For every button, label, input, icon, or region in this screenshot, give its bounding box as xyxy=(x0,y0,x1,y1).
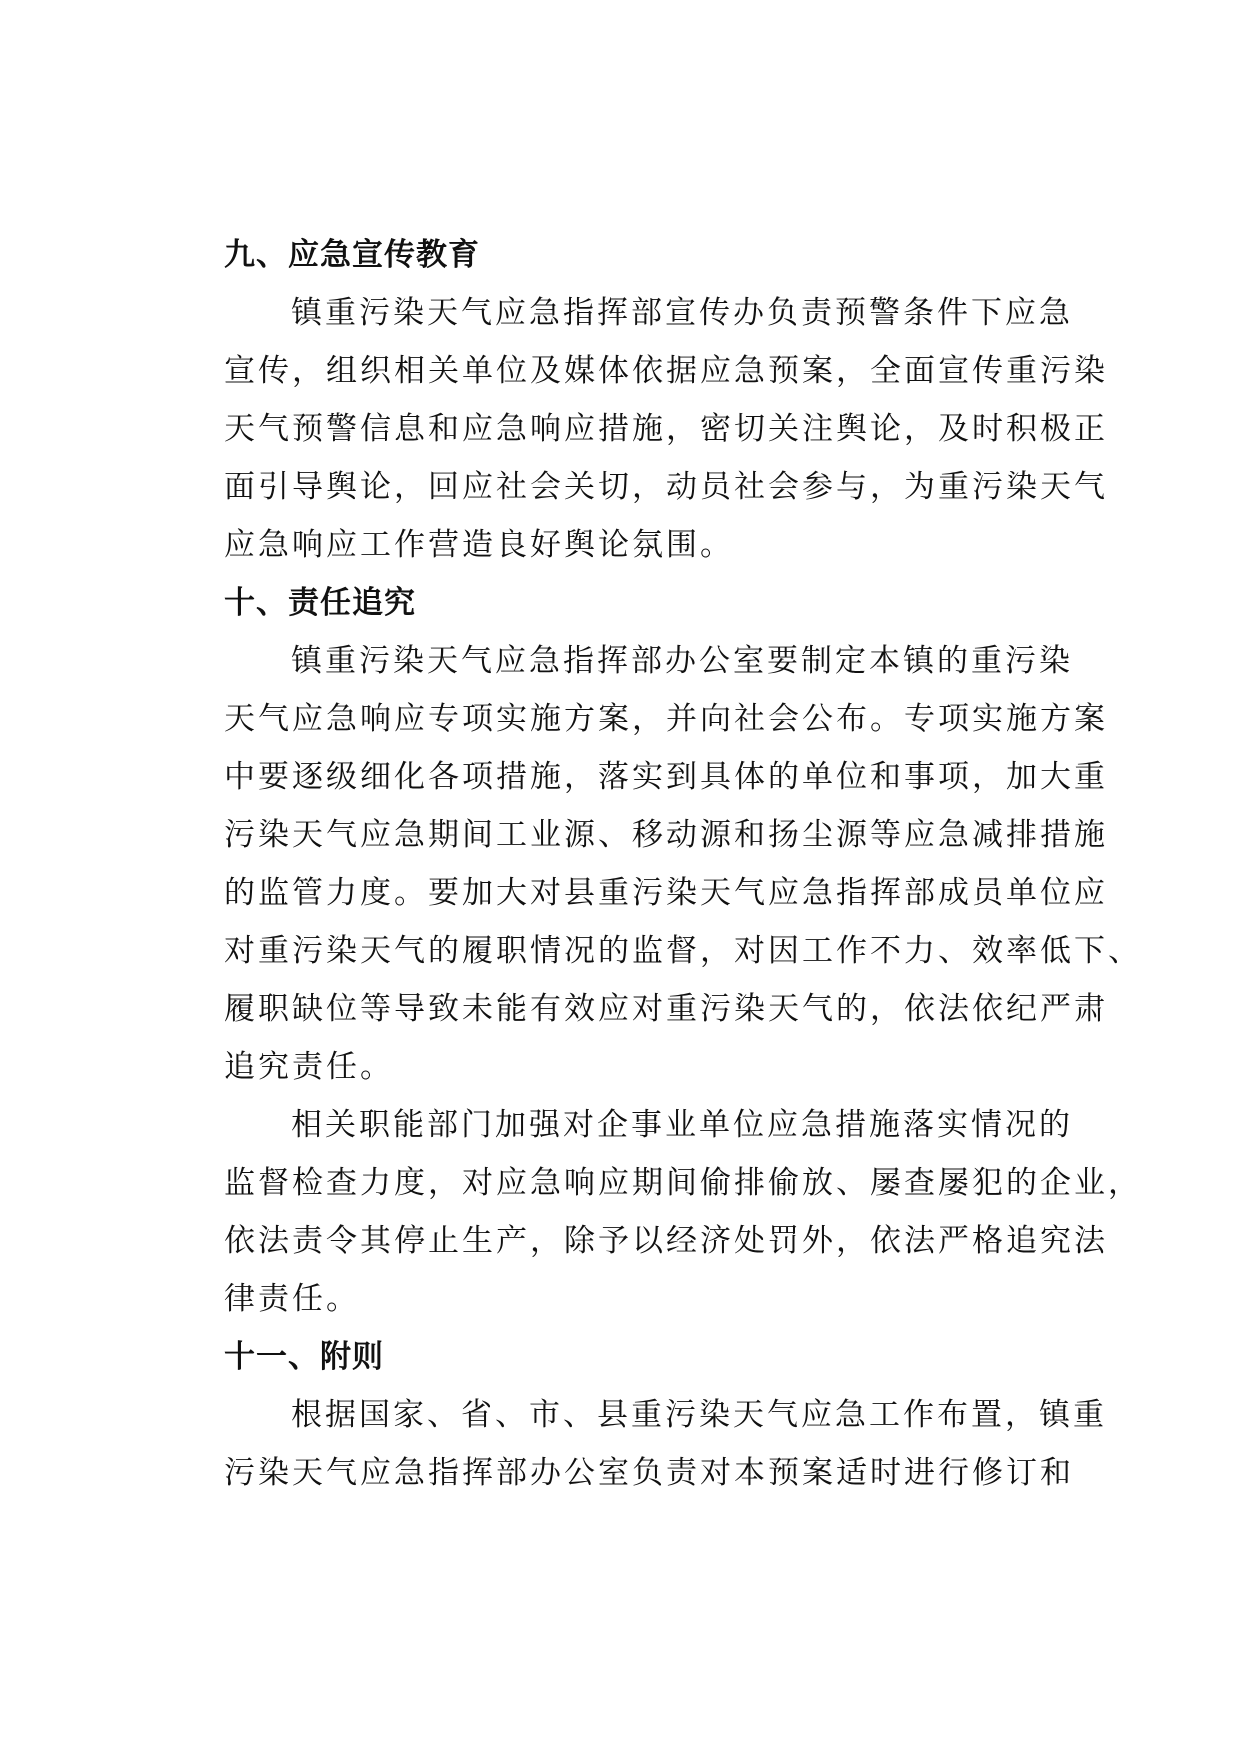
text-line: 应急响应工作营造良好舆论氛围。 xyxy=(224,527,734,563)
text-line: 根据国家、省、市、县重污染天气应急工作布置，镇重 xyxy=(291,1397,1107,1433)
text-line: 宣传，组织相关单位及媒体依据应急预案，全面宣传重污染 xyxy=(224,353,1108,389)
text-line: 镇重污染天气应急指挥部办公室要制定本镇的重污染 xyxy=(291,643,1073,679)
text-line: 面引导舆论，回应社会关切，动员社会参与，为重污染天气 xyxy=(224,469,1108,505)
text-line: 律责任。 xyxy=(224,1281,360,1317)
text-line: 履职缺位等导致未能有效应对重污染天气的，依法依纪严肃 xyxy=(224,991,1108,1027)
section-heading-11: 十一、附则 xyxy=(224,1339,384,1375)
paragraph-publicity-education xyxy=(224,284,1108,574)
section-heading-10: 十、责任追究 xyxy=(224,585,416,621)
paragraph-accountability-1 xyxy=(224,632,1142,1096)
paragraph-supplementary xyxy=(224,1386,1107,1502)
text-line: 依法责令其停止生产，除予以经济处罚外，依法严格追究法 xyxy=(224,1223,1108,1259)
text-line: 追究责任。 xyxy=(224,1049,394,1085)
text-line: 监督检查力度，对应急响应期间偷排偷放、屡查屡犯的企业， xyxy=(224,1165,1142,1201)
text-line: 对重污染天气的履职情况的监督，对因工作不力、效率低下、 xyxy=(224,933,1142,969)
section-heading-9: 九、应急宣传教育 xyxy=(224,237,480,273)
text-line: 天气预警信息和应急响应措施，密切关注舆论，及时积极正 xyxy=(224,411,1108,447)
text-line: 镇重污染天气应急指挥部宣传办负责预警条件下应急 xyxy=(291,295,1073,331)
text-line: 污染天气应急指挥部办公室负责对本预案适时进行修订和 xyxy=(224,1455,1074,1491)
text-line: 天气应急响应专项实施方案，并向社会公布。专项实施方案 xyxy=(224,701,1108,737)
text-line: 污染天气应急期间工业源、移动源和扬尘源等应急减排措施 xyxy=(224,817,1108,853)
text-line: 中要逐级细化各项措施，落实到具体的单位和事项，加大重 xyxy=(224,759,1108,795)
document-body xyxy=(224,226,1142,1502)
text-line: 相关职能部门加强对企事业单位应急措施落实情况的 xyxy=(291,1107,1073,1143)
text-line: 的监管力度。要加大对县重污染天气应急指挥部成员单位应 xyxy=(224,875,1108,911)
paragraph-accountability-2 xyxy=(224,1096,1142,1328)
